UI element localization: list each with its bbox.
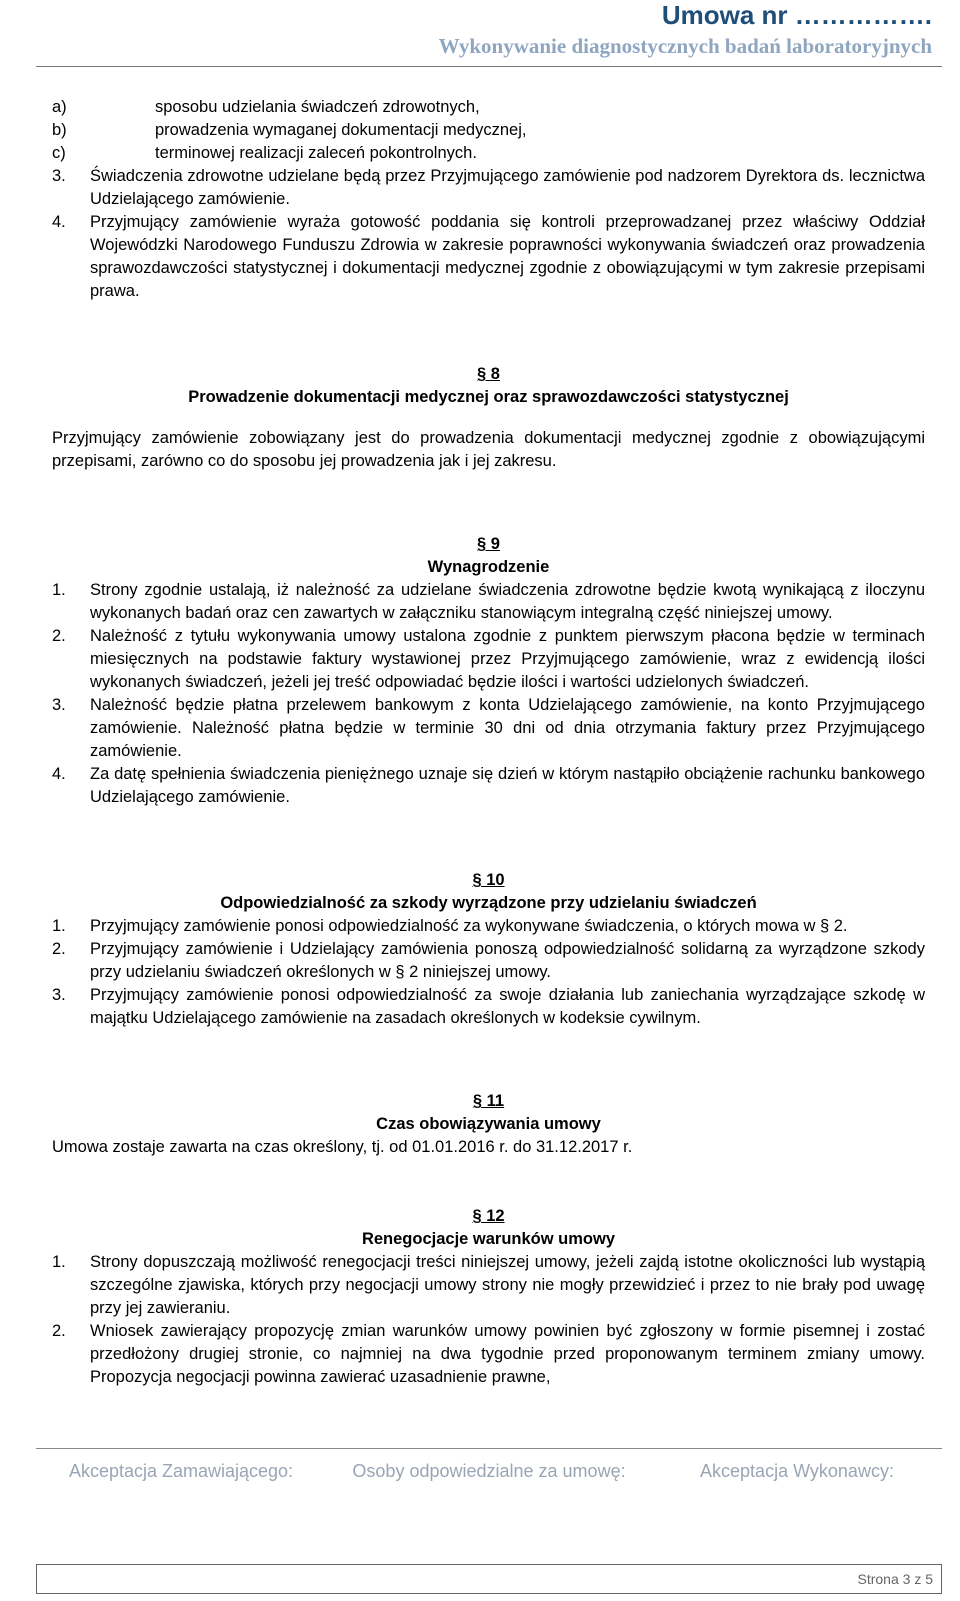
- section-10-list: [52, 915, 925, 1030]
- list-item: [52, 96, 925, 119]
- list-item-text: Strony zgodnie ustalają, iż należność za udzielane świadczenia zdrowotne będzie kwotą wynikającą z iloczynu wykonanych badań oraz cen zawartych w załączniku stanowiącym integralną część niniejszej umowy.: [90, 581, 925, 622]
- section-title: Wynagrodzenie: [427, 558, 550, 576]
- section-number: § 11: [472, 1092, 505, 1110]
- list-item: [52, 579, 925, 625]
- list-item-text: Wniosek zawierający propozycję zmian warunków umowy powinien być zgłoszony w formie pisemnej i zostać przedłożony drugiej stronie, co najmniej na dwa tygodnie przed proponowanym terminem zmiany umowy. Propozycja negocjacji powinna zawierać uzasadnienie prawne,: [90, 1322, 925, 1386]
- list-item-text: Przyjmujący zamówienie ponosi odpowiedzialność za wykonywane świadczenia, o których mowa w § 2.: [90, 917, 848, 935]
- list-item-label: 3.: [52, 986, 66, 1004]
- page-number: Strona 3 z 5: [857, 1571, 933, 1587]
- list-item: [52, 763, 925, 809]
- section-number: § 9: [477, 535, 500, 553]
- list-item: [52, 211, 925, 303]
- section-8-body: Przyjmujący zamówienie zobowiązany jest do prowadzenia dokumentacji medycznej zgodnie z obowiązującymi przepisami, zarówno co do sposobu jej prowadzenia jak i jej zakresu.: [52, 429, 925, 470]
- section-10-header: [52, 869, 925, 915]
- list-item-label: 3.: [52, 167, 66, 185]
- list-item-text: Przyjmujący zamówienie i Udzielający zamówienia ponoszą odpowiedzialność solidarną za wyrządzone szkody przy udzielaniu świadczeń określonych w § 2 niniejszej umowy.: [90, 940, 925, 981]
- list-item-label: 1.: [52, 917, 66, 935]
- footer-responsible-persons: Osoby odpowiedzialne za umowę:: [352, 1461, 626, 1481]
- list-item: [52, 1251, 925, 1320]
- section-title: Odpowiedzialność za szkody wyrządzone przy udzielaniu świadczeń: [220, 894, 757, 912]
- section-title: Czas obowiązywania umowy: [376, 1115, 601, 1133]
- list-item-text: terminowej realizacji zaleceń pokontrolnych.: [155, 144, 477, 162]
- list-item-label: 1.: [52, 1253, 66, 1271]
- list-item: [52, 165, 925, 211]
- list-item-label: c): [52, 144, 66, 162]
- section-number: § 10: [472, 871, 505, 889]
- footer-ordering-party-acceptance: Akceptacja Zamawiającego:: [68, 1461, 294, 1481]
- document-header-title: Umowa nr …………….: [661, 0, 932, 30]
- list-item-label: 2.: [52, 940, 66, 958]
- list-item-label: 3.: [52, 696, 66, 714]
- footer-acceptance-row: [36, 1458, 942, 1484]
- section-9-list: [52, 579, 925, 809]
- list-item-text: Należność z tytułu wykonywania umowy ustalona zgodnie z punktem pierwszym płacona będzie w terminach miesięcznych na podstawie faktury wystawionej przez Przyjmującego zamówienie, wraz z ewidencją ilości wykonanych świadczeń, jeżeli jej treść odpowiadać będzie ilości i wartości udzielonych świadczeń.: [90, 627, 925, 691]
- list-item: [52, 984, 925, 1030]
- section-12-header: [52, 1205, 925, 1251]
- footer-divider: [36, 1448, 942, 1449]
- list-item-label: 2.: [52, 627, 66, 645]
- list-item: [52, 142, 925, 165]
- section-11-header: [52, 1090, 925, 1136]
- section-title: Renegocjacje warunków umowy: [361, 1230, 616, 1248]
- list-item: [52, 625, 925, 694]
- intro-list: [52, 165, 925, 303]
- list-item-label: 2.: [52, 1322, 66, 1340]
- list-item-text: Strony dopuszczają możliwość renegocjacji treści niniejszej umowy, jeżeli zajdą istotne okoliczności lub wystąpią szczególne zjawiska, których przy negocjacji umowy strony nie mogły przewidzieć i przez to nie brały pod uwagę przy jej zawieraniu.: [90, 1253, 925, 1317]
- list-item-text: Za datę spełnienia świadczenia pieniężnego uznaje się dzień w którym nastąpiło obciążenie rachunku bankowego Udzielającego zamówienie.: [90, 765, 925, 806]
- section-number: § 8: [477, 365, 500, 383]
- list-item: [52, 694, 925, 763]
- list-item-label: 4.: [52, 213, 66, 231]
- list-item-label: b): [52, 121, 67, 139]
- list-item: [52, 915, 925, 938]
- list-item: [52, 119, 925, 142]
- document-header-subtitle: Wykonywanie diagnostycznych badań laboratoryjnych: [438, 34, 932, 58]
- footer-contractor-acceptance: Akceptacja Wykonawcy:: [700, 1461, 894, 1481]
- list-item: [52, 938, 925, 984]
- list-item-label: 1.: [52, 581, 66, 599]
- footer-box: [36, 1564, 942, 1594]
- list-item-text: Świadczenia zdrowotne udzielane będą przez Przyjmującego zamówienie pod nadzorem Dyrektora ds. lecznictwa Udzielającego zamówienie.: [90, 167, 925, 208]
- list-item-text: Przyjmujący zamówienie wyraża gotowość poddania się kontroli przeprowadzanej przez właściwy Oddział Wojewódzki Narodowego Funduszu Zdrowia w zakresie poprawności wykonywania świadczeń oraz prowadzenia sprawozdawczości statystycznej i dokumentacji medycznej zgodnie z obowiązującymi w tym zakresie przepisami prawa.: [90, 213, 925, 300]
- list-item-text: prowadzenia wymaganej dokumentacji medycznej,: [155, 121, 527, 139]
- list-item-label: a): [52, 98, 67, 116]
- section-8-header: [52, 363, 925, 409]
- list-item: [52, 1320, 925, 1389]
- list-item-text: Należność będzie płatna przelewem bankowym z konta Udzielającego zamówienie, na konto Przyjmującego zamówienie. Należność płatna będzie w terminie 30 dni od dnia otrzymania faktury przez Przyjmującego zamówienie.: [90, 696, 925, 760]
- document-body: [52, 96, 925, 1389]
- section-title: Prowadzenie dokumentacji medycznej oraz sprawozdawczości statystycznej: [188, 388, 789, 406]
- list-item-label: 4.: [52, 765, 66, 783]
- section-11-body: Umowa zostaje zawarta na czas określony, tj. od 01.01.2016 r. do 31.12.2017 r.: [52, 1138, 633, 1156]
- section-number: § 12: [472, 1207, 505, 1225]
- section-9-header: [52, 533, 925, 579]
- section-12-list: [52, 1251, 925, 1389]
- list-item-text: Przyjmujący zamówienie ponosi odpowiedzialność za swoje działania lub zaniechania wyrządzające szkodę w majątku Udzielającego zamówienie na zasadach określonych w kodeksie cywilnym.: [90, 986, 925, 1027]
- intro-sub-list: [52, 96, 925, 165]
- header-divider: [36, 66, 942, 67]
- list-item-text: sposobu udzielania świadczeń zdrowotnych,: [155, 98, 480, 116]
